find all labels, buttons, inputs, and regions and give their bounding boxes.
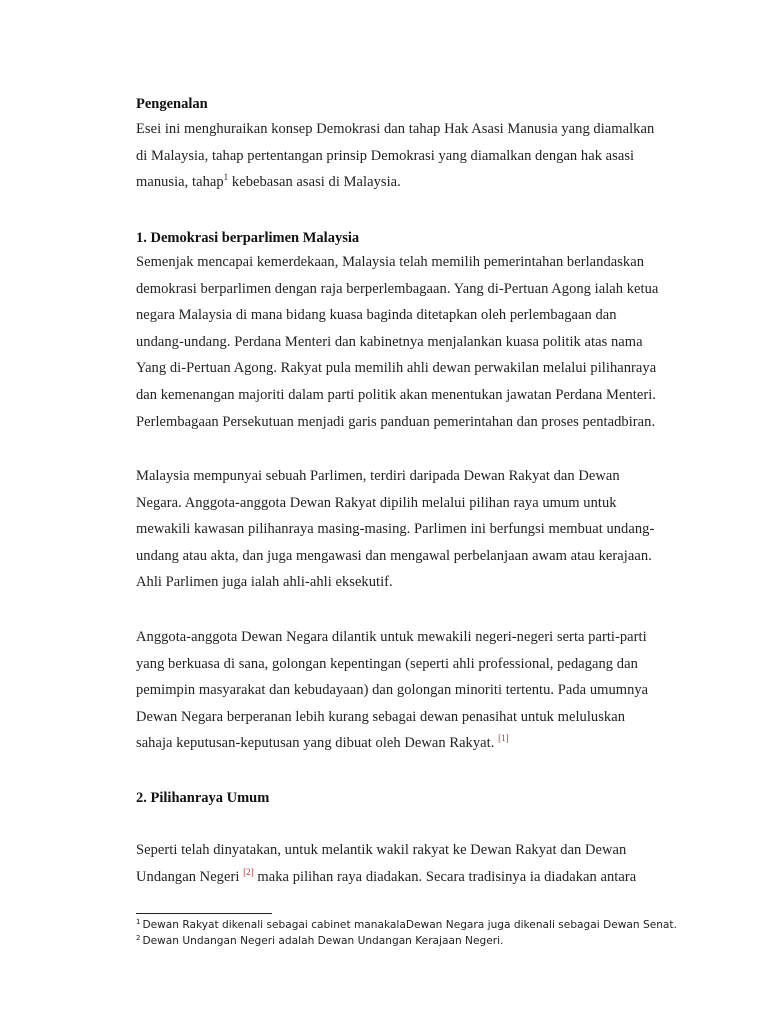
paragraph-line: Semenjak mencapai kemerdekaan, Malaysia telah memilih pemerintahan berlandaskan bbox=[136, 254, 645, 270]
intro-line-3 bbox=[136, 169, 696, 196]
intro-line-3-text-b: kebebasan asasi di Malaysia. bbox=[228, 174, 401, 191]
footnote-item bbox=[136, 917, 677, 933]
paragraph-line: pemimpin masyarakat dan kebudayaan) dan golongan minoriti tertentu. Pada umumnya bbox=[136, 682, 649, 699]
paragraph-line: Yang di-Pertuan Agong. Rakyat pula memilih ahli dewan perwakilan melalui pilihanraya bbox=[136, 360, 657, 377]
paragraph-line: Seperti telah dinyatakan, untuk melantik wakil rakyat ke Dewan Rakyat dan Dewan bbox=[136, 842, 627, 858]
section-2-heading: 2. Pilihanraya Umum bbox=[136, 790, 270, 806]
paragraph-line: yang berkuasa di sana, golongan kepentingan (seperti ahli professional, pedagang dan bbox=[136, 655, 638, 672]
section-1-heading: 1. Demokrasi berparlimen Malaysia bbox=[136, 230, 360, 246]
intro-heading: Pengenalan bbox=[136, 96, 208, 112]
paragraph-line-last bbox=[136, 730, 696, 757]
section-2-paragraph bbox=[136, 837, 696, 890]
footnote-separator bbox=[136, 913, 272, 914]
footnotes bbox=[136, 917, 677, 949]
paragraph-line: Ahli Parlimen juga ialah ahli-ahli eksekutif. bbox=[136, 574, 393, 591]
section-1-paragraph-1 bbox=[136, 249, 696, 435]
intro-line-2: di Malaysia, tahap pertentangan prinsip Demokrasi yang diamalkan dengan hak asasi bbox=[136, 147, 635, 164]
paragraph-line: Perlembagaan Persekutuan menjadi garis panduan pemerintahan dan proses pentadbiran. bbox=[136, 413, 656, 430]
intro-paragraph bbox=[136, 116, 696, 196]
paragraph-line bbox=[136, 864, 696, 891]
intro-line-1: Esei ini menghuraikan konsep Demokrasi dan tahap Hak Asasi Manusia yang diamalkan bbox=[136, 121, 655, 137]
paragraph-line: Negara. Anggota-anggota Dewan Rakyat dipilih melalui pilihan raya umum untuk bbox=[136, 494, 617, 511]
paragraph-line: Malaysia mempunyai sebuah Parlimen, terdiri daripada Dewan Rakyat dan Dewan bbox=[136, 468, 620, 484]
section-1-paragraph-3 bbox=[136, 624, 696, 757]
intro-line-3-text-a: manusia, tahap bbox=[136, 174, 224, 191]
footnote-item bbox=[136, 933, 677, 949]
paragraph-line-text-a: Undangan Negeri bbox=[136, 868, 244, 885]
paragraph-line: dan kemenangan majoriti dalam parti politik akan menentukan jawatan Perdana Menteri. bbox=[136, 386, 656, 403]
reference-link-2[interactable]: [2] bbox=[243, 866, 254, 877]
paragraph-line: negara Malaysia di mana bidang kuasa baginda ditetapkan oleh perlembagaan dan bbox=[136, 307, 617, 324]
paragraph-line: undang-undang. Perdana Menteri dan kabinetnya menjalankan kuasa politik atas nama bbox=[136, 333, 643, 350]
footnote-number: 1 bbox=[136, 918, 141, 926]
paragraph-line: demokrasi berparlimen dengan raja berperlembagaan. Yang di-Pertuan Agong ialah ketua bbox=[136, 280, 659, 297]
footnote-text: Dewan Rakyat dikenali sebagai cabinet manakalaDewan Negara juga dikenali sebagai Dewan Senat. bbox=[142, 919, 677, 931]
paragraph-line: Dewan Negara berperanan lebih kurang sebagai dewan penasihat untuk meluluskan bbox=[136, 708, 626, 725]
paragraph-line: Anggota-anggota Dewan Negara dilantik untuk mewakili negeri-negeri serta parti-parti bbox=[136, 629, 647, 645]
section-1-paragraph-2 bbox=[136, 463, 696, 596]
paragraph-line-text-b: maka pilihan raya diadakan. Secara tradisinya ia diadakan antara bbox=[253, 868, 637, 885]
footnote-marker-1: 1 bbox=[223, 172, 229, 183]
paragraph-line: undang atau akta, dan juga mengawasi dan mengawal perbelanjaan awam atau kerajaan. bbox=[136, 547, 652, 564]
reference-link-1[interactable]: [1] bbox=[498, 733, 509, 744]
paragraph-line: mewakili kawasan pilihanraya masing-masing. Parlimen ini berfungsi membuat undang- bbox=[136, 521, 655, 538]
footnote-text: Dewan Undangan Negeri adalah Dewan Undangan Kerajaan Negeri. bbox=[142, 935, 504, 947]
footnote-number: 2 bbox=[136, 934, 141, 942]
paragraph-line-text: sahaja keputusan-keputusan yang dibuat oleh Dewan Rakyat. bbox=[136, 735, 499, 752]
